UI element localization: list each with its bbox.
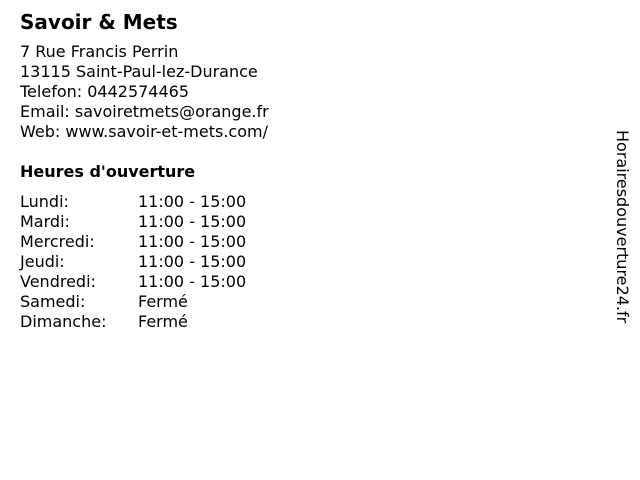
phone-line: Telefon: 0442574465: [20, 82, 190, 101]
hours-row-monday: [20, 192, 600, 212]
address-line-2: 13115 Saint-Paul-lez-Durance: [20, 62, 258, 81]
day-label: Jeudi:: [20, 252, 65, 271]
hours-row-thursday: [20, 252, 600, 272]
address-line-1: 7 Rue Francis Perrin: [20, 42, 179, 61]
hours-row-saturday: [20, 292, 600, 312]
business-card: [20, 10, 600, 332]
opening-hours-title: Heures d'ouverture: [20, 162, 196, 181]
day-label: Lundi:: [20, 192, 69, 211]
day-label: Samedi:: [20, 292, 86, 311]
day-label: Vendredi:: [20, 272, 96, 291]
opening-hours-list: [20, 192, 600, 332]
day-hours: Fermé: [138, 292, 188, 311]
day-hours: Fermé: [138, 312, 188, 331]
day-label: Dimanche:: [20, 312, 107, 331]
day-hours: 11:00 - 15:00: [138, 272, 247, 291]
hours-row-tuesday: [20, 212, 600, 232]
day-label: Mercredi:: [20, 232, 95, 251]
website-line: Web: www.savoir-et-mets.com/: [20, 122, 268, 141]
business-name: Savoir & Mets: [20, 10, 178, 34]
day-hours: 11:00 - 15:00: [138, 252, 247, 271]
hours-row-friday: [20, 272, 600, 292]
day-hours: 11:00 - 15:00: [138, 192, 247, 211]
hours-row-wednesday: [20, 232, 600, 252]
day-hours: 11:00 - 15:00: [138, 212, 247, 231]
side-site-label: Horairesdouverture24.fr: [613, 130, 632, 324]
day-hours: 11:00 - 15:00: [138, 232, 247, 251]
hours-row-sunday: [20, 312, 600, 332]
email-line: Email: savoiretmets@orange.fr: [20, 102, 269, 121]
day-label: Mardi:: [20, 212, 70, 231]
